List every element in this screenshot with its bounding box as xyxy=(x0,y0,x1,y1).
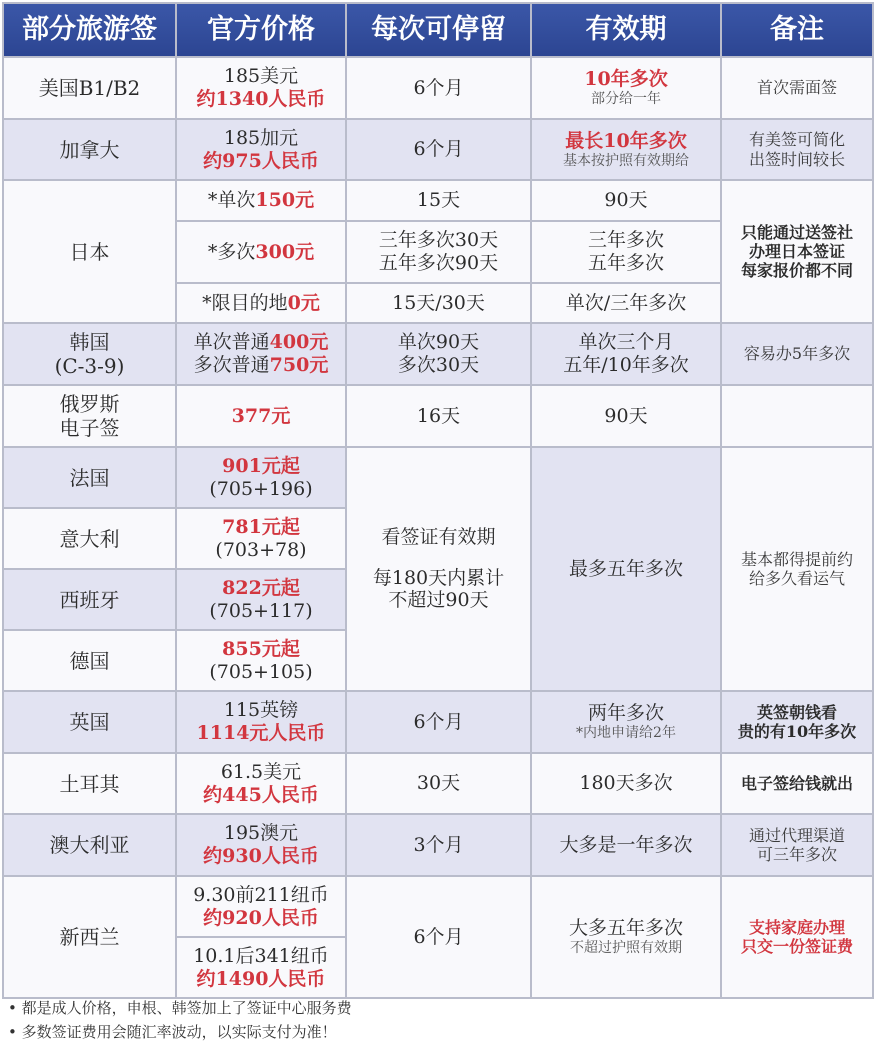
footnote: • 多数签证费用会随汇率波动，以实际支付为准！ xyxy=(8,1020,868,1044)
note-line: 贵的有10年多次 xyxy=(737,722,857,741)
note-line: 英签朝钱看 xyxy=(756,702,837,722)
country-cell: 西班牙 xyxy=(3,569,176,630)
country-cell: 法国 xyxy=(3,447,176,508)
price-label: *限目的地 xyxy=(202,291,288,314)
visa-price-table xyxy=(2,2,874,999)
stay-cell-schengen xyxy=(346,447,531,691)
validity-cell xyxy=(531,323,721,385)
note-cell xyxy=(721,814,873,876)
stay-cell xyxy=(346,221,531,283)
note-line: 只交一份签证费 xyxy=(740,937,853,956)
country-cell: 新西兰 xyxy=(3,876,176,998)
table-row-uk xyxy=(3,691,873,753)
validity-value: 最长10年多次 xyxy=(565,129,687,152)
validity-sub: 基本按护照有效期给 xyxy=(563,152,689,169)
price-detail: (703+78) xyxy=(215,538,307,561)
note-line: 办理日本签证 xyxy=(748,241,845,261)
price-cell xyxy=(176,323,346,385)
price-cell xyxy=(176,691,346,753)
header-visa-type: 部分旅游签 xyxy=(3,3,176,57)
price-cell xyxy=(176,876,346,937)
validity-line: 五年/10年多次 xyxy=(563,354,689,376)
header-official-price: 官方价格 xyxy=(176,3,346,57)
note-line: 出签时间较长 xyxy=(748,149,845,169)
price-rmb: 约445人民币 xyxy=(203,783,319,806)
country-cell: 德国 xyxy=(3,630,176,691)
note-line: 只能通过送签社 xyxy=(740,222,853,242)
price-cell xyxy=(176,57,346,119)
price-value: 115英镑 xyxy=(223,699,299,722)
price-value: 10.1后341纽币 xyxy=(193,944,329,967)
validity-value: 10年多次 xyxy=(584,68,668,91)
stay-cell: 6个月 xyxy=(346,119,531,180)
stay-line: 每180天内累计 xyxy=(372,566,505,589)
note-line: 通过代理渠道 xyxy=(748,825,845,845)
country-cell: 英国 xyxy=(3,691,176,753)
price-rmb: 1114元人民币 xyxy=(196,722,326,744)
country-cell: 加拿大 xyxy=(3,119,176,180)
note-cell xyxy=(721,385,873,447)
note-cell-schengen xyxy=(721,447,873,691)
price-cell: 377元 xyxy=(176,385,346,447)
validity-cell xyxy=(531,221,721,283)
validity-cell xyxy=(531,57,721,119)
country-cell: 土耳其 xyxy=(3,753,176,814)
country-cell: 澳大利亚 xyxy=(3,814,176,876)
header-validity: 有效期 xyxy=(531,3,721,57)
table-row-australia xyxy=(3,814,873,876)
validity-sub: *内地申请给2年 xyxy=(576,725,676,741)
table-row-russia xyxy=(3,385,873,447)
price-rmb: 约1340人民币 xyxy=(196,88,326,110)
validity-cell: 90天 xyxy=(531,180,721,221)
price-cell xyxy=(176,814,346,876)
price-cell xyxy=(176,119,346,180)
country-cell: 意大利 xyxy=(3,508,176,569)
price-value: 185美元 xyxy=(223,65,299,88)
price-cell xyxy=(176,937,346,998)
validity-cell xyxy=(531,876,721,998)
stay-cell: 6个月 xyxy=(346,876,531,998)
country-cell: 日本 xyxy=(3,180,176,323)
stay-line: 多次30天 xyxy=(397,354,480,376)
price-value: 855元起 xyxy=(222,637,300,660)
price-value: 195澳元 xyxy=(223,822,299,845)
stay-cell: 30天 xyxy=(346,753,531,814)
validity-cell: 180天多次 xyxy=(531,753,721,814)
stay-line: 五年多次90天 xyxy=(378,252,499,274)
note-line: 给多久看运气 xyxy=(748,569,845,588)
note-line: 可三年多次 xyxy=(756,845,837,864)
price-rmb: 约920人民币 xyxy=(203,906,319,929)
country-line: (C-3-9) xyxy=(54,354,125,378)
stay-spacer xyxy=(347,549,530,567)
header-notes: 备注 xyxy=(721,3,873,57)
country-cell xyxy=(3,323,176,385)
validity-cell xyxy=(531,119,721,180)
price-value: 185加元 xyxy=(223,126,299,149)
note-cell: 首次需面签 xyxy=(721,57,873,119)
country-line: 俄罗斯 xyxy=(59,392,120,416)
stay-line: 三年多次30天 xyxy=(378,229,499,252)
footnotes xyxy=(8,996,868,1044)
validity-value: 两年多次 xyxy=(587,702,664,725)
stay-cell xyxy=(346,323,531,385)
price-cell xyxy=(176,753,346,814)
price-value: 400元 xyxy=(269,331,329,354)
stay-line: 单次90天 xyxy=(397,331,480,354)
price-cell xyxy=(176,180,346,221)
price-cell xyxy=(176,447,346,508)
table-row-new-zealand-a xyxy=(3,876,873,937)
price-cell xyxy=(176,283,346,323)
price-detail: (705+196) xyxy=(209,477,313,500)
stay-line: 不超过90天 xyxy=(388,589,489,612)
table-header-row xyxy=(3,3,873,57)
price-line xyxy=(177,331,345,354)
price-label: *多次 xyxy=(207,240,256,263)
price-value: 750元 xyxy=(269,354,329,376)
price-label: 单次普通 xyxy=(193,331,270,354)
stay-cell: 6个月 xyxy=(346,691,531,753)
table-row-turkey xyxy=(3,753,873,814)
stay-cell: 6个月 xyxy=(346,57,531,119)
price-value: 822元起 xyxy=(222,576,300,599)
stay-cell: 3个月 xyxy=(346,814,531,876)
validity-cell: 大多是一年多次 xyxy=(531,814,721,876)
stay-cell: 16天 xyxy=(346,385,531,447)
price-label: *单次 xyxy=(207,189,256,212)
note-cell xyxy=(721,876,873,998)
note-line: 支持家庭办理 xyxy=(748,917,845,937)
validity-value: 大多五年多次 xyxy=(568,917,683,940)
footnote: • 都是成人价格，申根、韩签加上了签证中心服务费 xyxy=(8,996,868,1020)
validity-sub: 不超过护照有效期 xyxy=(570,940,682,956)
price-line xyxy=(177,354,345,377)
price-rmb: 约930人民币 xyxy=(203,845,319,867)
country-cell: 美国B1/B2 xyxy=(3,57,176,119)
price-label: 多次普通 xyxy=(193,354,270,376)
note-line: 每家报价都不同 xyxy=(740,261,853,281)
note-line: 基本都得提前约 xyxy=(740,549,853,569)
validity-sub: 部分给一年 xyxy=(591,91,661,107)
price-value: 0元 xyxy=(287,291,320,314)
price-rmb: 约1490人民币 xyxy=(196,967,326,990)
price-rmb: 约975人民币 xyxy=(203,149,319,172)
table-row-japan-single xyxy=(3,180,873,221)
note-cell xyxy=(721,691,873,753)
table-row-korea xyxy=(3,323,873,385)
price-value: 300元 xyxy=(255,240,315,263)
price-cell xyxy=(176,630,346,691)
price-cell xyxy=(176,569,346,630)
note-cell: 电子签给钱就出 xyxy=(721,753,873,814)
price-cell xyxy=(176,508,346,569)
price-value: 61.5美元 xyxy=(220,760,302,783)
country-line: 韩国 xyxy=(69,330,110,354)
validity-cell: 单次/三年多次 xyxy=(531,283,721,323)
note-cell: 容易办5年多次 xyxy=(721,323,873,385)
price-detail: (705+105) xyxy=(209,660,313,683)
validity-cell: 90天 xyxy=(531,385,721,447)
table-row-usa xyxy=(3,57,873,119)
note-cell xyxy=(721,180,873,323)
stay-cell: 15天/30天 xyxy=(346,283,531,323)
country-line: 电子签 xyxy=(59,416,120,440)
price-value: 150元 xyxy=(255,189,315,212)
note-cell xyxy=(721,119,873,180)
validity-line: 五年多次 xyxy=(587,252,664,274)
price-detail: (705+117) xyxy=(209,599,313,622)
validity-line: 单次三个月 xyxy=(578,331,674,354)
stay-cell: 15天 xyxy=(346,180,531,221)
price-value: 9.30前211纽币 xyxy=(193,883,329,906)
table-row-france xyxy=(3,447,873,508)
validity-cell xyxy=(531,691,721,753)
table-row-canada xyxy=(3,119,873,180)
header-stay-duration: 每次可停留 xyxy=(346,3,531,57)
validity-cell-schengen: 最多五年多次 xyxy=(531,447,721,691)
price-value: 901元起 xyxy=(222,454,300,477)
stay-line: 看签证有效期 xyxy=(381,525,496,548)
note-line: 有美签可简化 xyxy=(748,130,845,150)
country-cell xyxy=(3,385,176,447)
price-value: 781元起 xyxy=(222,515,300,538)
price-cell xyxy=(176,221,346,283)
validity-line: 三年多次 xyxy=(587,229,664,252)
